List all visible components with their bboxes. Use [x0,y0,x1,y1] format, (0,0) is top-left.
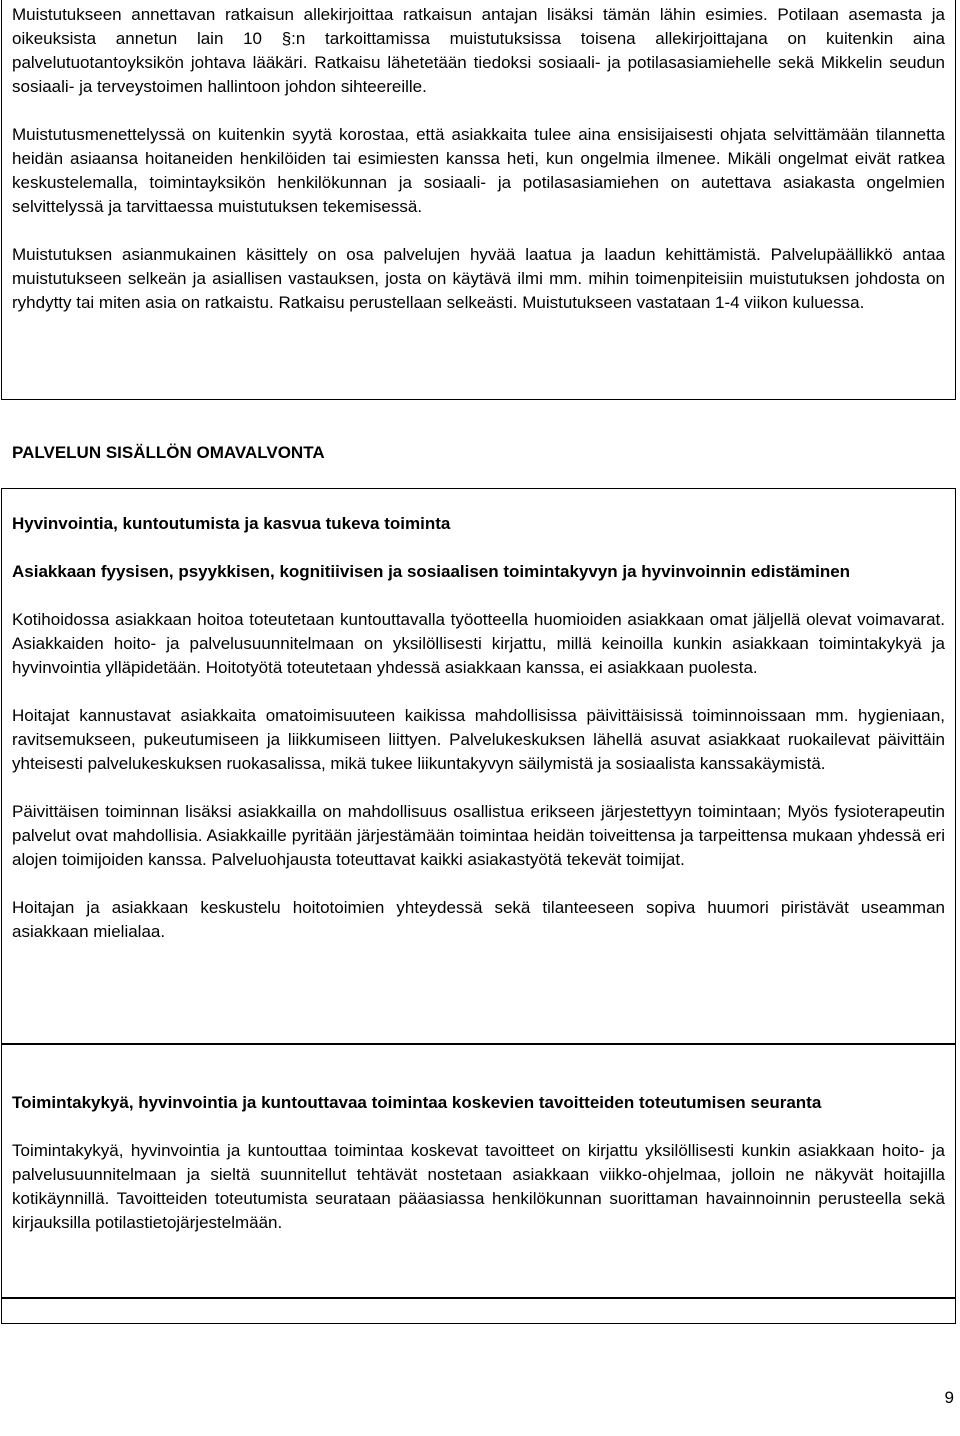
subheading-goal-monitoring: Toimintakykyä, hyvinvointia ja kuntouttavaa toimintaa koskevien tavoitteiden toteutumisen seuranta [12,1093,822,1112]
complaint-procedure-box [1,0,956,400]
paragraph-signing: Muistutukseen annettavan ratkaisun allekirjoittaa ratkaisun antajan lisäksi tämän lähin esimies. Potilaan asemasta ja oikeuksista annetun lain 10 §:n tarkoittamissa muistutuksissa toisena allekirjoittajana on kuitenkin aina palvelutuotantoyksikön johtava lääkäri. Ratkaisu lähetetään tiedoksi sosiaali- ja potilasasiamiehelle sekä Mikkelin seudun sosiaali- ja terveystoimen hallintoon johdon sihteereille. [12,5,945,96]
paragraph-procedure: Muistutusmenettelyssä on kuitenkin syytä korostaa, että asiakkaita tulee aina ensisijaisesti ohjata selvittämään tilannetta heidän asiaansa hoitaneiden henkilöiden tai esimiesten kanssa heti, kun ongelmia ilmenee. Mikäli ongelmat eivät ratkea keskustelemalla, toimintayksikön henkilökunnan ja sosiaali- ja potilasasiamiehen on autettava asiakasta ongelmien selvittelyssä ja tarvittaessa muistutuksen tekemisessä. [12,125,945,216]
subheading-functional-ability: Asiakkaan fyysisen, psyykkisen, kognitiivisen ja sosiaalisen toimintakyvyn ja hyvinvoinnin edistäminen [12,562,851,581]
section-heading: PALVELUN SISÄLLÖN OMAVALVONTA [12,443,325,462]
paragraph-self-care: Hoitajat kannustavat asiakkaita omatoimisuuteen kaikissa mahdollisissa päivittäisissä toiminnoissaan mm. hygieniaan, ravitsemukseen, pukeutumiseen ja liikkumiseen liittyen. Palvelukeskuksen lähellä asuvat asiakkaat ruokailevat päivittäin yhteisesti palvelukeskuksen ruokasalissa, mikä tukee liikuntakyvyn säilymistä ja sosiaalista kanssakäymistä. [12,706,945,773]
paragraph-humour: Hoitajan ja asiakkaan keskustelu hoitotoimien yhteydessä sekä tilanteeseen sopiva huumori piristävät useamman asiakkaan mielialaa. [12,898,945,941]
subheading-wellbeing: Hyvinvointia, kuntoutumista ja kasvua tukeva toiminta [12,514,451,533]
goal-monitoring-box [1,1044,956,1298]
wellbeing-box [1,488,956,1044]
paragraph-activities: Päivittäisen toiminnan lisäksi asiakkailla on mahdollisuus osallistua erikseen järjestettyyn toimintaan; Myös fysioterapeutin palvelut ovat mahdollisia. Asiakkaille pyritään järjestämään toimintaa heidän toiveittensa ja tarpeittensa mukaan yhdessä eri alojen toimijoiden kanssa. Palveluohjausta toteuttavat kaikki asiakastyötä tekevät toimijat. [12,802,945,869]
paragraph-goal-monitoring: Toimintakykyä, hyvinvointia ja kuntouttaa toimintaa koskevat tavoitteet on kirjattu yksilöllisesti kunkin asiakkaan hoito- ja palvelusuunnitelmaan ja sieltä suunnitellut tehtävät nostetaan asiakkaan viikko-ohjelmaa, jolloin ne näkyvät hoitajilla kotikäynnillä. Tavoitteiden toteutumista seurataan pääasiassa henkilökunnan suorittaman havainnoinnin perusteella sekä kirjauksilla potilastietojärjestelmään. [12,1141,945,1232]
page-number: 9 [944,1388,954,1407]
empty-row-box [1,1298,956,1324]
paragraph-handling: Muistutuksen asianmukainen käsittely on osa palvelujen hyvää laatua ja laadun kehittämistä. Palvelupäällikkö antaa muistutukseen selkeän ja asiallisen vastauksen, josta on käytävä ilmi mm. mihin toimenpiteisiin muistutuksen johdosta on ryhdytty tai miten asia on ratkaistu. Ratkaisu perustellaan selkeästi. Muistutukseen vastataan 1-4 viikon kuluessa. [12,245,945,312]
paragraph-rehabilitative-care: Kotihoidossa asiakkaan hoitoa toteutetaan kuntouttavalla työotteella huomioiden asiakkaan omat jäljellä olevat voimavarat. Asiakkaiden hoito- ja palvelusuunnitelmaan on yksilöllisesti kirjattu, millä keinoilla kunkin asiakkaan toimintakykyä ja hyvinvointia ylläpidetään. Hoitotyötä toteutetaan yhdessä asiakkaan kanssa, ei asiakkaan puolesta. [12,610,945,677]
